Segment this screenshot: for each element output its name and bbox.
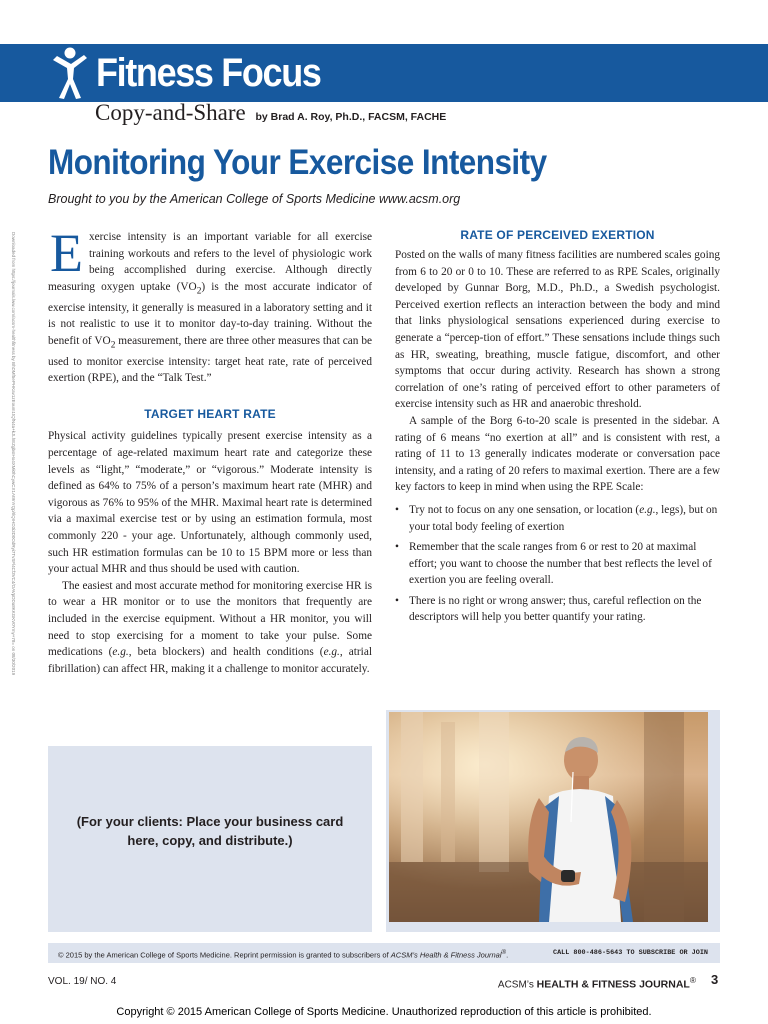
registered-mark: ® [689,975,696,985]
author-byline: by Brad A. Roy, Ph.D., FACSM, FACHE [255,111,447,123]
business-card-line-2: here, copy, and distribute.) [127,833,293,848]
rpe-tips-list [395,502,720,626]
journal-title: HEALTH & FITNESS JOURNAL [536,978,690,991]
page-number: 3 [711,972,719,987]
tip-1-text-b: , legs), but on your total body feeling of exertion [409,503,718,533]
article-subtitle: Brought to you by the American College of Sports Medicine www.acsm.org [48,192,461,206]
volume-issue: VOL. 19/ NO. 4 [48,976,117,987]
tip-1-text-a: Try not to focus on any one sensation, or location ( [409,503,640,516]
copyright-notice: Copyright © 2015 American College of Sports Medicine. Unauthorized reproduction of this article is prohibited. [116,1006,652,1018]
target-hr-text-c: , atrial fibrillation) can affect HR, making it a challenge to monitor accurately. [48,646,372,675]
target-hr-text-a: The easiest and most accurate method for monitoring exercise HR is to wear a HR monitor or to use the monitors that frequently are included in the exercise equipment. Without a HR monitor, you will need to stop exercising for a moment to take your pulse. Some medications ( [48,579,372,659]
list-item [395,593,720,626]
series-title [95,100,446,126]
left-column [48,223,372,677]
bullet-icon: • [395,541,399,554]
intro-text-c: measurement, there are three other measures that can be used to monitor exercise intensity: target heat rate, rate of perceived exertion (RPE), and the “Talk Test.” [48,334,372,385]
intro-sub-b: 2 [110,340,116,351]
permission-journal: ACSM’s Health & Fitness Journal [390,950,502,960]
list-item [395,502,720,535]
business-card-box [48,746,372,932]
permission-text [58,949,508,960]
bullet-icon: • [395,594,399,607]
tip-3-text: There is no right or wrong answer; thus, careful reflection on the descriptors will help you better quantify your rating. [409,594,702,624]
eg-abbrev: e.g. [639,503,656,516]
photo-illustration [389,712,708,922]
target-hr-paragraph-1: Physical activity guidelines typically present exercise intensity as a percentage of age-related maximum heart rate and categorize these levels as “light,” “moderate,” or “vigorous.” Moderate intensity is defined as 64% to 75% of a person’s maximum heart rate (MHR) and vigorous as 76% to 95% of the MHR. Maximal heart rate is determined via a maximal exercise test or by using an estimation formula, most commonly 220 - your age. Unfortunately, although commonly used, such HR estimation formulas can be 10 to 15 BPM more or less than your actual MHR and thus should be used with caution. [48,430,372,576]
download-note: Downloaded from https://journals.lww.com/acsm-healthfitness by BhDMf5ePHKav1zEoum1tQfN4a+kJLhEZgbsIHo4XMi0hCywCX1AWnYQp/IlQrHD3i3D0OdRyi7TvSFl4Cf3VC4/OAVpDDa8KKGKV0Ymy+78= on 08/30/2019 [11,232,16,676]
permission-text-a: © 2015 by the American College of Sports Medicine. Reprint permission is granted to subscribers of [58,950,391,960]
article-title: Monitoring Your Exercise Intensity [48,143,547,182]
target-hr-paragraph-2 [48,578,372,678]
rpe-paragraph-2: A sample of the Borg 6-to-20 scale is presented in the sidebar. A rating of 6 means “no exertion at all” and is consistent with rest, a rating of 11 to 13 generally indicates moderate or conversation pace intensity, and a rating of 20 refers to maximal exertion. There are a few key factors to keep in mind when using the RPE Scale: [395,414,720,494]
subscribe-call: CALL 800-486-5643 TO SUBSCRIBE OR JOIN [553,949,708,957]
rpe-paragraph-1: Posted on the walls of many fitness facilities are numbered scales going from 6 to 20 or 0 to 10. These are referred to as RPE Scales, originally developed by Gunnar Borg, M.D., Ph.D., a Swedish psychologist. Perceived exertion reflects an interaction between the body and mind that links physiological sensations experienced during exercise to generate a “percep-tion of effort.” These sensations include things such as HR, sweating, breathing, muscle fatigue, discomfort, and other symptoms that occur during activity. Research has shown a strong correlation of one’s rating of perceived effort to other parameters of exercise intensity such as HR and anaerobic threshold. [395,249,720,411]
journal-name [498,975,696,990]
running-figure-icon [50,46,90,100]
permission-text-b: . [506,950,509,960]
business-card-text [48,812,372,850]
intro-sub-a: 2 [196,286,202,297]
target-hr-text-b: , beta blockers) and health conditions ( [128,646,324,659]
header-banner [0,44,768,102]
permission-bar [48,943,720,963]
tip-2-text: Remember that the scale ranges from 6 or rest to 20 at maximal effort; you want to choose the number that best reflects the level of exertion you are feeling overall. [409,541,712,587]
intro-text-b: ) is the most accurate indicator of exercise intensity, it generally is measured in a laboratory setting and it is not realistic to use it to monitor day-to-day training. Without the benefit of VO [48,280,372,347]
right-column [395,247,720,630]
brand-name: Fitness Focus [96,51,321,95]
eg-abbrev: e.g. [112,646,129,659]
business-card-line-1: (For your clients: Place your business card [76,814,344,829]
runner-checking-watch-photo [389,712,708,922]
drop-cap: E [50,223,83,283]
intro-text-a: xercise intensity is an important variable for all exercise training workouts and refers to the level of physiologic work being accomplished during exercise. Although directly measuring oxygen uptake (VO [48,231,372,293]
list-item [395,539,720,589]
bullet-icon: • [395,503,399,516]
eg-abbrev: e.g. [323,646,340,659]
rpe-heading: RATE OF PERCEIVED EXERTION [460,228,655,242]
intro-paragraph [48,223,372,387]
series-label: Copy-and-Share [95,100,246,125]
target-hr-heading: TARGET HEART RATE [144,406,276,421]
registered-mark: ® [501,949,507,956]
journal-prefix: ACSM’s [497,979,537,991]
